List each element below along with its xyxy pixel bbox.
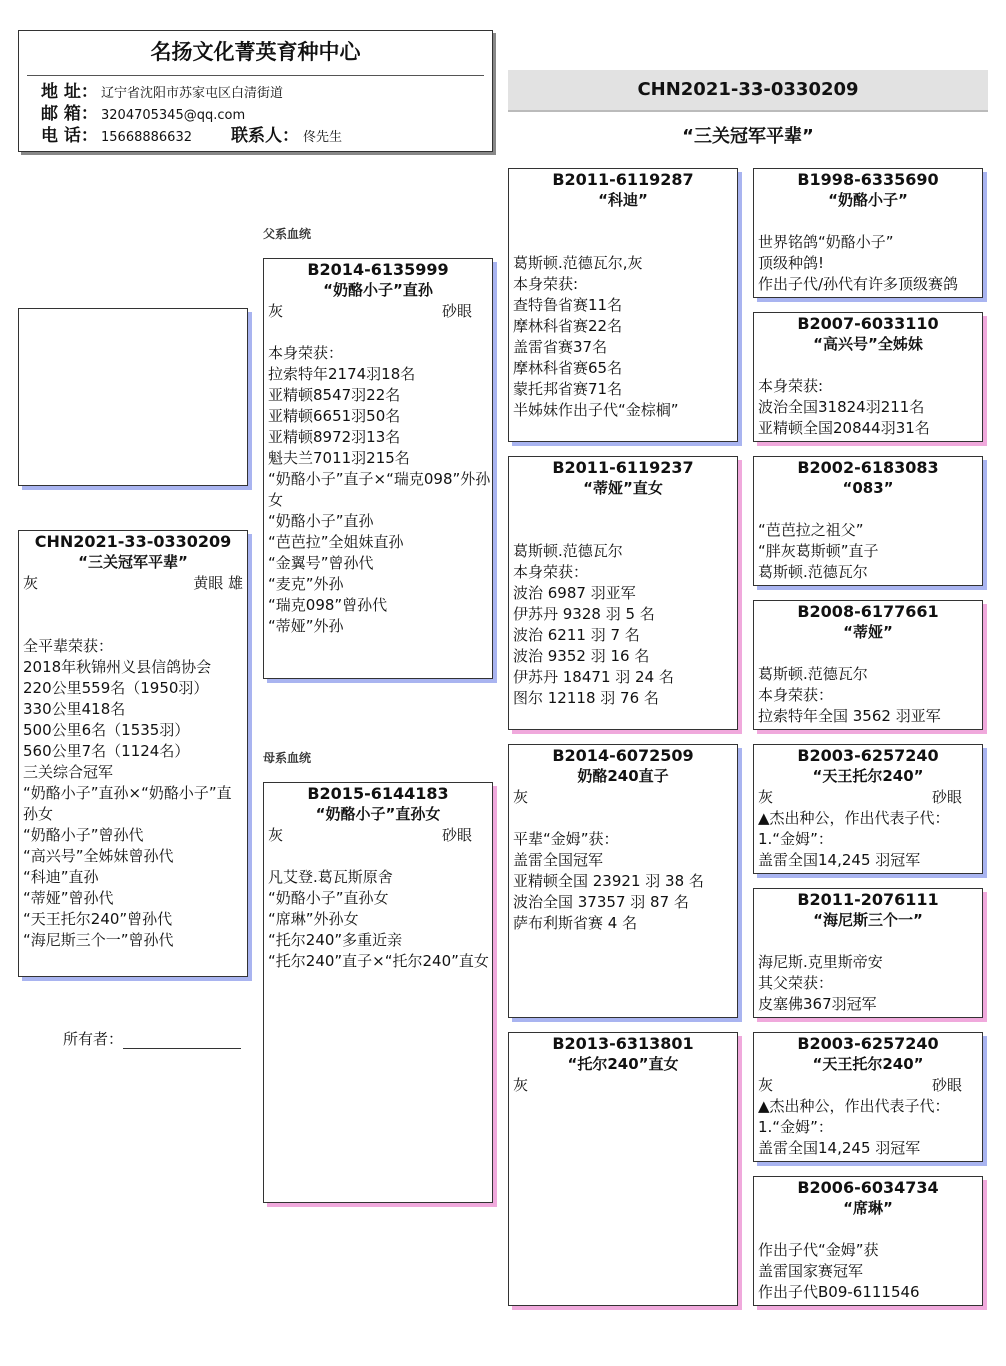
note-line: 三关综合冠军 <box>23 763 114 781</box>
note-line: 孙女 <box>23 805 54 823</box>
note-line: 亚精顿8972羽13名 <box>268 428 401 446</box>
sdd-ring: B2008-6177661 <box>797 602 939 621</box>
note-line: 伊苏丹 9328 羽 5 名 <box>513 605 655 623</box>
pedigree-ring-banner <box>508 70 988 112</box>
note-line: 萨布利斯省赛 4 名 <box>513 914 638 932</box>
dam-sire-card <box>508 744 738 1018</box>
note-line: “奶酪小子”直孙×“奶酪小子”直 <box>23 784 232 802</box>
sire-dam-notes <box>509 541 737 709</box>
sire-sire-ring: B2011-6119287 <box>552 170 694 189</box>
note-line: 2018年秋锦州义县信鸽协会 <box>23 658 212 676</box>
note-line: 摩林科省赛22名 <box>513 317 623 335</box>
dds-notes <box>754 1096 982 1159</box>
sire-sire-notes <box>509 253 737 421</box>
note-line: 皮塞佛367羽冠军 <box>758 995 877 1013</box>
ssd-card <box>753 312 983 442</box>
sire-traits <box>264 301 492 322</box>
note-line: 世界铭鸽“奶酪小子” <box>758 233 894 251</box>
note-line: 500公里6名（1535羽） <box>23 721 190 739</box>
note-line: “托尔240”直子×“托尔240”直女 <box>268 952 489 970</box>
sdd-card <box>753 600 983 730</box>
sdd-notes <box>754 664 982 727</box>
sdd-name: “蒂娅” <box>843 623 893 641</box>
note-line: 葛斯顿.范德瓦尔,灰 <box>513 254 643 272</box>
owner-line <box>63 1028 241 1049</box>
pigeon-photo-frame <box>18 308 248 486</box>
dss-eye: 砂眼 <box>931 788 962 806</box>
dam-name: “奶酪小子”直孙女 <box>315 805 441 823</box>
dam-card <box>263 782 493 1203</box>
subject-eye-sex: 黄眼 雄 <box>193 574 243 592</box>
note-line: “芭芭拉之祖父” <box>758 521 864 539</box>
dds-color: 灰 <box>758 1076 774 1094</box>
note-line: “蒂娅”曾孙代 <box>23 889 114 907</box>
note-line: “科迪”直孙 <box>23 868 99 886</box>
dam-sire-color: 灰 <box>513 788 529 806</box>
dss-color: 灰 <box>758 788 774 806</box>
note-line: 顶级种鸽! <box>758 254 825 272</box>
sds-ring: B2002-6183083 <box>797 458 939 477</box>
note-line: 蒙托邦省赛71名 <box>513 380 623 398</box>
ddd-card <box>753 1176 983 1306</box>
subject-traits <box>19 573 247 594</box>
ddd-notes <box>754 1240 982 1303</box>
note-line: “奶酪小子”直子×“瑞克098”外孙 <box>268 470 491 488</box>
address-value: 辽宁省沈阳市苏家屯区白清街道 <box>101 86 284 101</box>
email-label: 邮 箱： <box>41 104 98 124</box>
note-line: 盖雷省赛37名 <box>513 338 608 356</box>
dds-traits <box>754 1075 982 1096</box>
note-line: 波治全国31824羽211名 <box>758 398 925 416</box>
dsd-notes <box>754 952 982 1015</box>
note-line: 盖雷国家赛冠军 <box>758 1262 864 1280</box>
note-line: “奶酪小子”直孙女 <box>268 889 389 907</box>
dam-sire-notes <box>509 829 737 934</box>
dam-dam-ring: B2013-6313801 <box>552 1034 694 1053</box>
dam-sire-ring: B2014-6072509 <box>552 746 694 765</box>
sire-dam-name: “蒂娅”直女 <box>583 479 663 497</box>
note-line: 1.“金姆”： <box>758 830 833 848</box>
email-row <box>19 104 492 126</box>
note-line: 盖雷全国冠军 <box>513 851 604 869</box>
sds-name: “083” <box>842 479 894 497</box>
ssd-name: “高兴号”全姊妹 <box>813 335 923 353</box>
dss-ring: B2003-6257240 <box>797 746 939 765</box>
sss-name: “奶酪小子” <box>828 191 908 209</box>
email-value: 3204705345@qq.com <box>101 108 246 123</box>
note-line: 220公里559名（1950羽） <box>23 679 209 697</box>
sire-card <box>263 258 493 679</box>
note-line: 560公里7名（1124名） <box>23 742 190 760</box>
note-line: 作出子代/孙代有许多顶级赛鸽 <box>758 275 959 293</box>
dsd-card <box>753 888 983 1018</box>
contact-label: 联系人： <box>231 126 299 146</box>
breeder-title: 名扬文化菁英育种中心 <box>150 40 361 64</box>
subject-ring: CHN2021-33-0330209 <box>34 532 232 551</box>
note-line: 葛斯顿.范德瓦尔 <box>758 563 868 581</box>
sss-card <box>753 168 983 298</box>
pedigree-ring-number: CHN2021-33-0330209 <box>637 79 859 100</box>
note-line: 本身荣获: <box>513 275 579 293</box>
dam-ring: B2015-6144183 <box>307 784 449 803</box>
dds-card <box>753 1032 983 1162</box>
note-line: 作出子代“金姆”获 <box>758 1241 879 1259</box>
dam-notes <box>264 867 492 972</box>
subject-name: “三关冠军平辈” <box>78 553 188 571</box>
note-line: 本身荣获： <box>268 344 344 362</box>
dam-traits <box>264 825 492 846</box>
sire-sire-card <box>508 168 738 442</box>
sire-dam-ring: B2011-6119237 <box>552 458 694 477</box>
note-line: 伊苏丹 18471 羽 24 名 <box>513 668 674 686</box>
dss-name: “天王托尔240” <box>812 767 924 785</box>
phone-value: 15668886632 <box>101 130 192 145</box>
header-divider <box>27 75 484 76</box>
subject-card <box>18 530 248 977</box>
note-line: “金翼号”曾孙代 <box>268 554 374 572</box>
sire-line-label: 父系血统 <box>263 227 312 241</box>
note-line: 亚精顿全国 23921 羽 38 名 <box>513 872 704 890</box>
breeder-header-card <box>18 30 493 152</box>
note-line: 魁夫兰7011羽215名 <box>268 449 410 467</box>
note-line: “麦克”外孙 <box>268 575 344 593</box>
note-line: 波治 9352 羽 16 名 <box>513 647 650 665</box>
note-line: 其父荣获： <box>758 974 834 992</box>
note-line: 平辈“金姆”获： <box>513 830 619 848</box>
address-row <box>19 82 492 104</box>
note-line: 拉索特年全国 3562 羽亚军 <box>758 707 941 725</box>
note-line: 1.“金姆”： <box>758 1118 833 1136</box>
note-line: 盖雷全国14,245 羽冠军 <box>758 851 921 869</box>
note-line: “席琳”外孙女 <box>268 910 359 928</box>
dsd-ring: B2011-2076111 <box>797 890 939 909</box>
sire-notes <box>264 343 492 637</box>
dds-eye: 砂眼 <box>931 1076 962 1094</box>
note-line: “瑞克098”曾孙代 <box>268 596 388 614</box>
note-line: 全平辈荣获： <box>23 637 114 655</box>
note-line: “天王托尔240”曾孙代 <box>23 910 173 928</box>
note-line: 海尼斯.克里斯帝安 <box>758 953 883 971</box>
subject-color: 灰 <box>23 574 39 592</box>
note-line: 作出子代B09-6111546 <box>758 1283 920 1301</box>
sds-notes <box>754 520 982 583</box>
note-line: 查特鲁省赛11名 <box>513 296 623 314</box>
note-line: 半姊妹作出子代“金棕榈” <box>513 401 679 419</box>
dsd-name: “海尼斯三个一” <box>813 911 923 929</box>
note-line: 本身荣获： <box>513 563 589 581</box>
note-line: 摩林科省赛65名 <box>513 359 623 377</box>
note-line: 亚精顿全国20844羽31名 <box>758 419 930 437</box>
ssd-ring: B2007-6033110 <box>797 314 939 333</box>
note-line: 波治 6211 羽 7 名 <box>513 626 640 644</box>
note-line: 葛斯顿.范德瓦尔 <box>758 665 868 683</box>
dam-sire-name: 奶酪240直子 <box>577 767 669 785</box>
note-line: “高兴号”全姊妹曾孙代 <box>23 847 174 865</box>
note-line: “芭芭拉”全姐妹直孙 <box>268 533 404 551</box>
note-line: 330公里418名 <box>23 700 126 718</box>
dss-card <box>753 744 983 874</box>
note-line: ▲杰出种公，作出代表子代： <box>758 809 950 827</box>
note-line: 波治全国 37357 羽 87 名 <box>513 893 689 911</box>
sss-notes <box>754 232 982 295</box>
phone-row <box>19 126 492 148</box>
owner-label: 所有者： <box>63 1030 124 1048</box>
dam-line-label: 母系血统 <box>263 751 312 765</box>
note-line: “托尔240”多重近亲 <box>268 931 403 949</box>
note-line: 亚精顿8547羽22名 <box>268 386 401 404</box>
sss-ring: B1998-6335690 <box>797 170 939 189</box>
dds-name: “天王托尔240” <box>812 1055 924 1073</box>
sire-color: 灰 <box>268 302 284 320</box>
note-line: “奶酪小子”直孙 <box>268 512 374 530</box>
dam-color: 灰 <box>268 826 284 844</box>
note-line: “胖灰葛斯顿”直子 <box>758 542 879 560</box>
dss-traits <box>754 787 982 808</box>
dam-dam-name: “托尔240”直女 <box>567 1055 679 1073</box>
contact-value: 佟先生 <box>303 130 343 145</box>
note-line: 波治 6987 羽亚军 <box>513 584 636 602</box>
note-line: 女 <box>268 491 284 509</box>
phone-label: 电 话： <box>41 126 98 146</box>
note-line: 图尔 12118 羽 76 名 <box>513 689 659 707</box>
note-line: 本身荣获： <box>758 686 834 704</box>
dam-dam-card <box>508 1032 738 1306</box>
note-line: 盖雷全国14,245 羽冠军 <box>758 1139 921 1157</box>
sire-sire-name: “科迪” <box>598 191 648 209</box>
note-line: “奶酪小子”曾孙代 <box>23 826 144 844</box>
sds-card <box>753 456 983 586</box>
sire-ring: B2014-6135999 <box>307 260 449 279</box>
ddd-name: “席琳” <box>843 1199 893 1217</box>
note-line: 亚精顿6651羽50名 <box>268 407 401 425</box>
ssd-notes <box>754 376 982 439</box>
note-line: “海尼斯三个一”曾孙代 <box>23 931 174 949</box>
note-line: “蒂娅”外孙 <box>268 617 344 635</box>
note-line: 本身荣获: <box>758 377 824 395</box>
ddd-ring: B2006-6034734 <box>797 1178 939 1197</box>
note-line: 葛斯顿.范德瓦尔 <box>513 542 623 560</box>
dam-eye: 砂眼 <box>441 826 472 844</box>
note-line: ▲杰出种公，作出代表子代： <box>758 1097 950 1115</box>
note-line: 凡艾登.葛瓦斯原舍 <box>268 868 393 886</box>
dss-notes <box>754 808 982 871</box>
subject-notes <box>19 636 247 951</box>
owner-blank <box>123 1032 241 1049</box>
sire-dam-card <box>508 456 738 730</box>
dds-ring: B2003-6257240 <box>797 1034 939 1053</box>
note-line: 拉索特年2174羽18名 <box>268 365 416 383</box>
sire-name: “奶酪小子”直孙 <box>323 281 433 299</box>
address-label: 地 址： <box>41 82 98 102</box>
pedigree-name-title: “三关冠军平辈” <box>682 126 814 147</box>
sire-eye: 砂眼 <box>441 302 472 320</box>
dam-dam-color: 灰 <box>513 1076 529 1094</box>
